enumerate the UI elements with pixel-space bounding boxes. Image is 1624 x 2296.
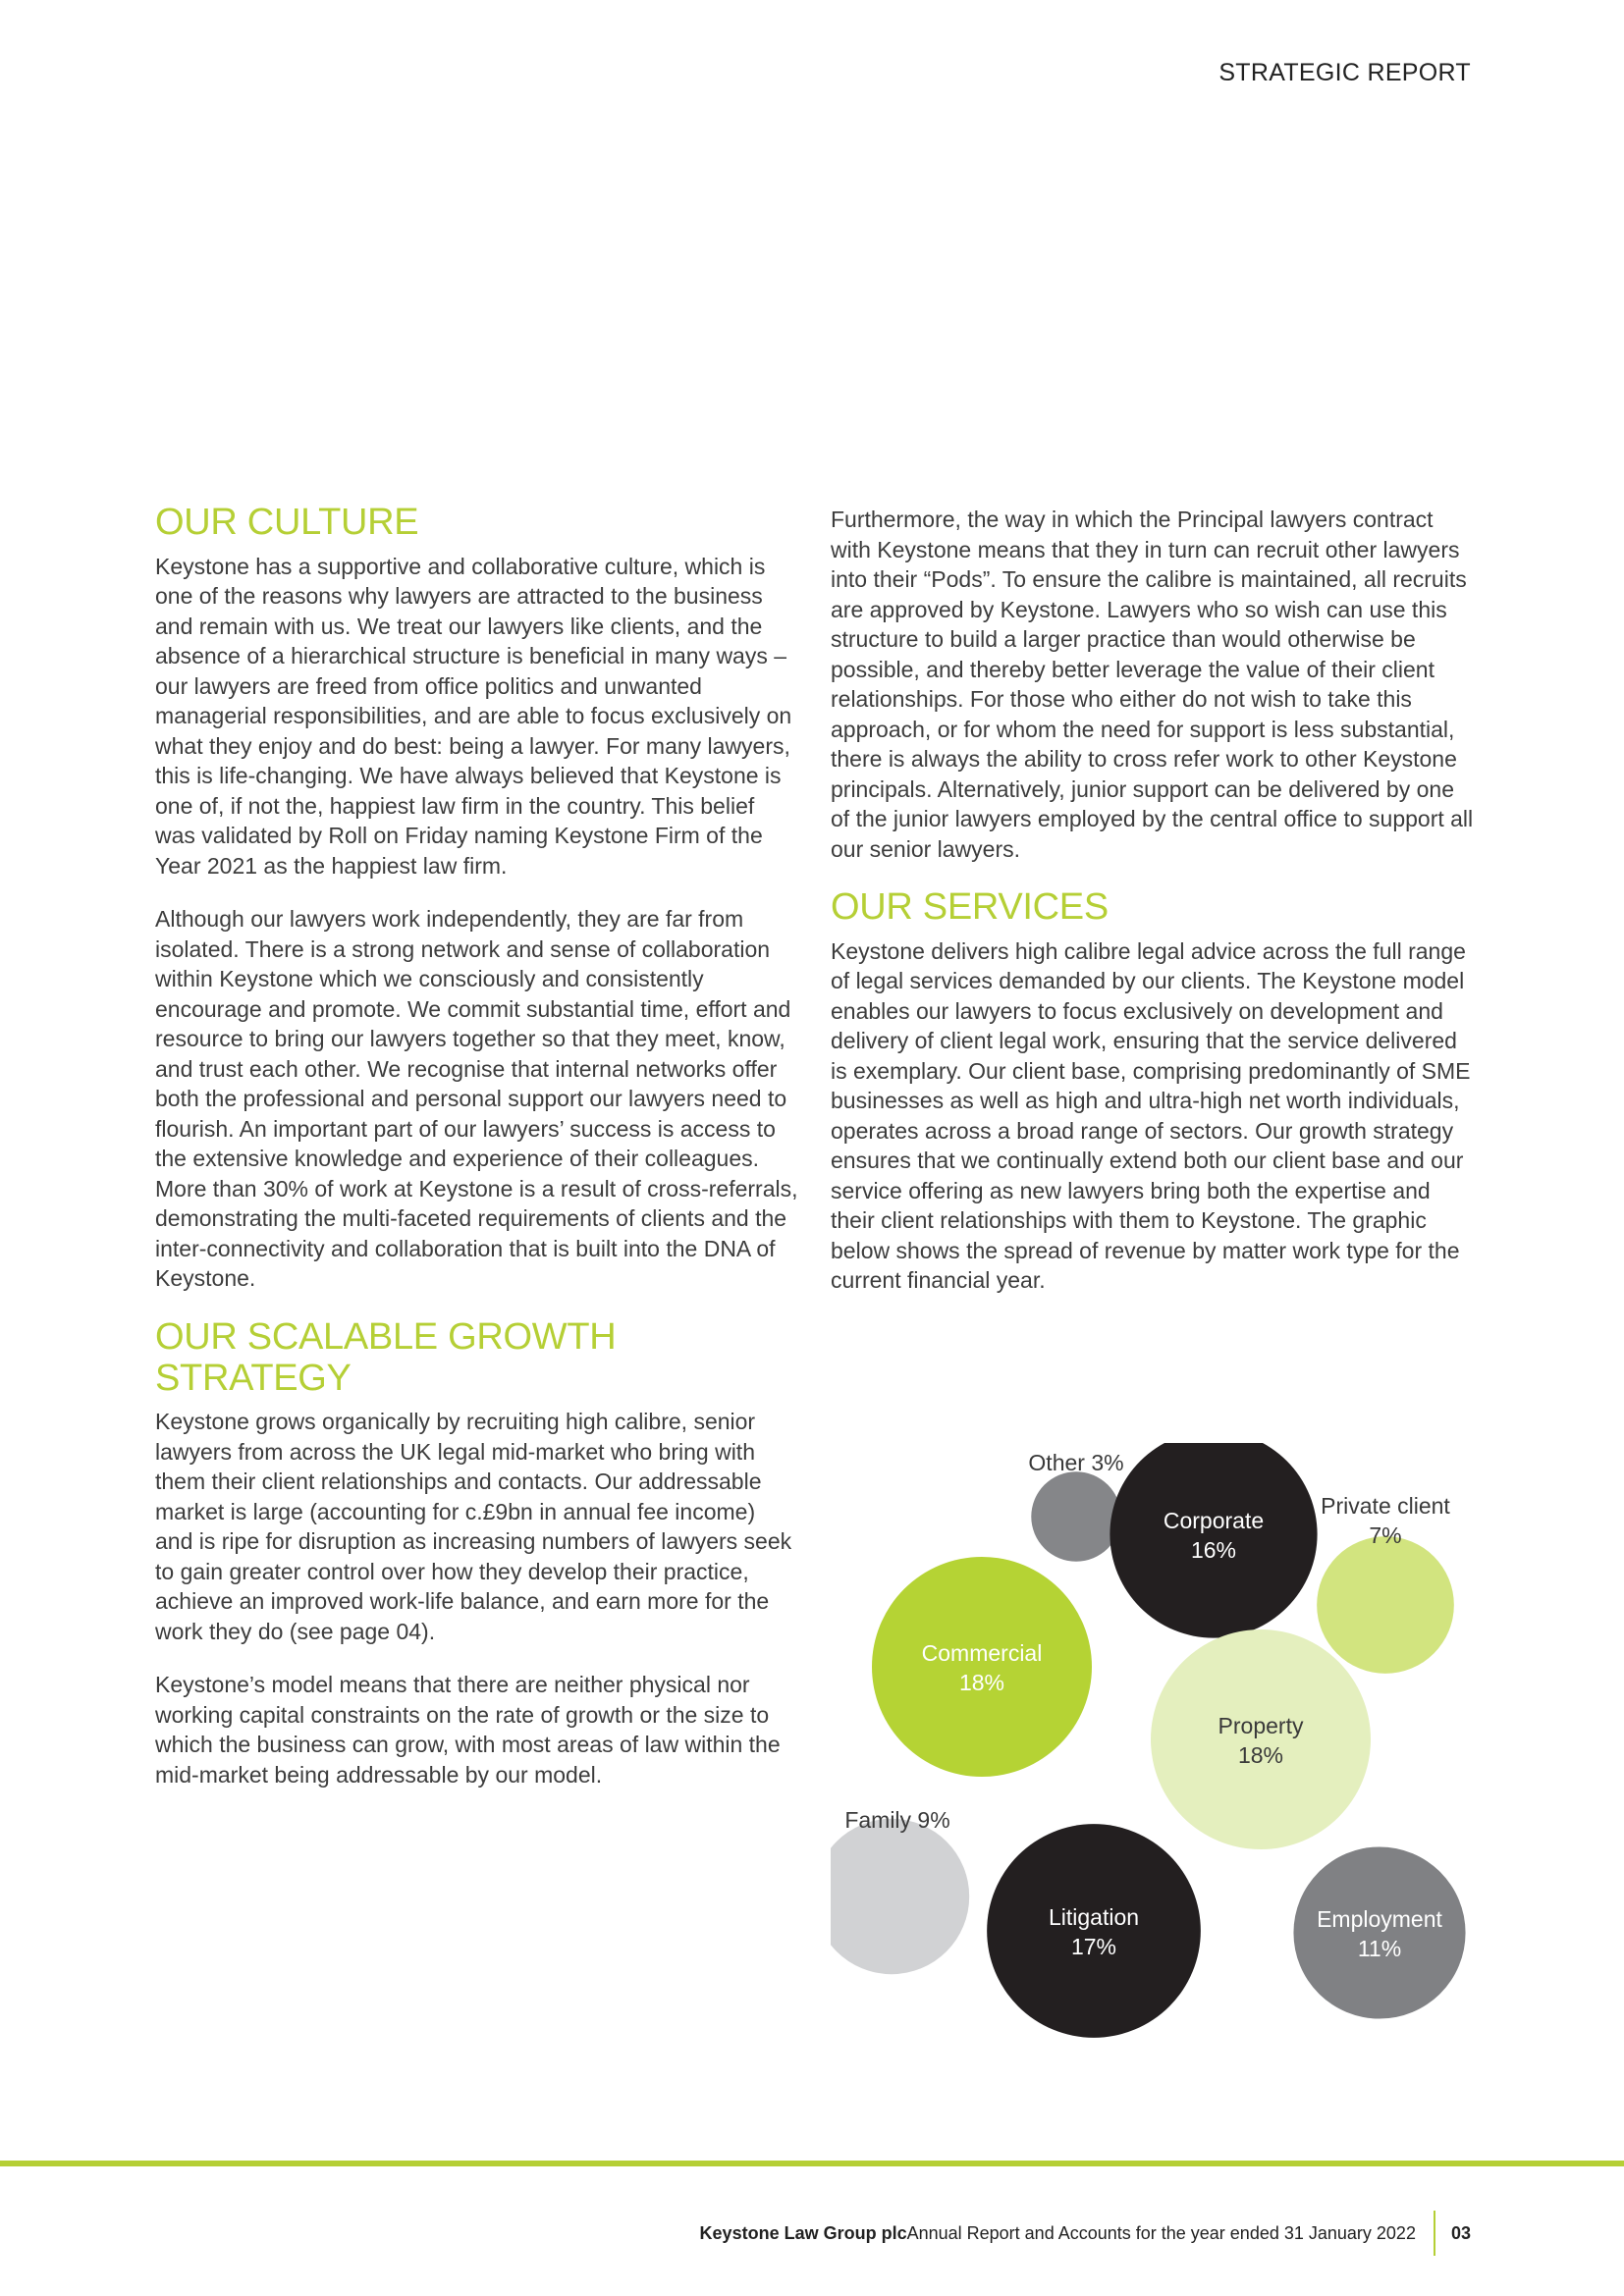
bubble-family — [831, 1819, 969, 1974]
bubble-label-private-client: Private client 7% — [1321, 1493, 1450, 1548]
footer-rule — [0, 2161, 1624, 2166]
services-paragraph: Keystone delivers high calibre legal advice across the full range of legal services demanded by our clients. The Keystone model enables our lawyers to focus exclusively on development and delivery of client legal work, ensuring that the service delivered is exemplary. Our client base, comprising predominantly of SME businesses as well as high and ultra-high net worth individuals, operates across a broad range of sectors. Our growth strategy ensures that we continually extend both our client base and our service offering as new lawyers bring both the expertise and their client relationships with them to Keystone. The graphic below shows the spread of revenue by matter work type for the current financial year. — [831, 937, 1471, 1294]
growth-paragraph-1: Keystone grows organically by recruiting high calibre, senior lawyers from across the UK legal mid-market who bring with them their client relationships and contacts. Our addressable market is large (accounting for c.£9bn in annual fee income) and is ripe for disruption as increasing numbers of lawyers seek to gain greater control over how they develop their practice, achieve an improved work-life balance, and earn more for the work they do (see page 04). — [155, 1409, 792, 1644]
footer-document-subtitle: Annual Report and Accounts for the year ended 31 January 2022 — [906, 2222, 1416, 2243]
culture-paragraph-1: Keystone has a supportive and collaborative culture, which is one of the reasons why lawyers are attracted to the business and remain with us. We treat our lawyers like clients, and the absence of a hierarchical structure is beneficial in many ways – our lawyers are freed from office politics and unwanted managerial responsibilities, and are able to focus exclusively on what they enjoy and do best: being a lawyer. For many lawyers, this is life-changing. We have always believed that Keystone is one of, if not the, happiest law firm in the country. This belief was validated by Roll on Friday naming Keystone Firm of the Year 2021 as the happiest law firm. — [155, 553, 792, 879]
bubble-label-litigation: Litigation 17% — [1048, 1904, 1140, 1959]
growth-section — [155, 1317, 798, 1790]
culture-continued-section — [831, 505, 1474, 864]
revenue-bubble-chart — [831, 1443, 1498, 2071]
right-column — [831, 505, 1474, 1319]
footer-document-title: Keystone Law Group plc — [699, 2222, 907, 2243]
growth-heading: OUR SCALABLE GROWTH STRATEGY — [155, 1315, 617, 1399]
services-heading: OUR SERVICES — [831, 886, 1109, 928]
growth-paragraph-2: Keystone’s model means that there are neither physical nor working capital constraints on the rate of growth or the size to which the business can grow, with most areas of law within the mid-market being addressable by our model. — [155, 1672, 781, 1788]
bubble-commercial — [872, 1557, 1092, 1777]
bubble-label-commercial: Commercial 18% — [921, 1640, 1043, 1695]
culture-paragraph-2: Although our lawyers work independently, they are far from isolated. There is a strong network and sense of collaboration within Keystone which we consciously and consistently encourage and promote. We commit substantial time, effort and resource to bring our lawyers together so that they meet, know, and trust each other. We recognise that internal networks offer both the professional and personal support our lawyers need to flourish. An important part of our lawyers’ success is access to the extensive knowledge and experience of their colleagues. More than 30% of work at Keystone is a result of cross-referrals, demonstrating the multi-faceted requirements of clients and the inter-connectivity and collaboration that is built into the DNA of Keystone. — [155, 906, 798, 1292]
bubble-label-corporate: Corporate 16% — [1163, 1508, 1265, 1563]
bubble-label-family: Family 9% — [844, 1807, 950, 1833]
bubble-other — [1031, 1471, 1120, 1561]
bubble-label-property: Property 18% — [1218, 1713, 1304, 1768]
culture-continued-paragraph: Furthermore, the way in which the Principal lawyers contract with Keystone means that they in turn can recruit other lawyers into their “Pods”. To ensure the calibre is maintained, all recruits are approved by Keystone. Lawyers who so wish can use this structure to build a larger practice than would otherwise be possible, and thereby better leverage the value of their client relationships. For those who either do not wish to take this approach, or for whom the need for support is less substantial, there is always the ability to cross refer work to other Keystone principals. Alternatively, junior support can be delivered by one of the junior lawyers employed by the central office to support all our senior lawyers. — [831, 507, 1474, 862]
bubble-label-other: Other 3% — [1028, 1450, 1124, 1475]
bubble-employment — [1293, 1846, 1465, 2018]
bubble-private-client — [1317, 1536, 1454, 1674]
left-column — [155, 503, 798, 1813]
culture-section — [155, 503, 798, 1294]
bubble-label-employment: Employment 11% — [1317, 1906, 1442, 1961]
bubble-property — [1151, 1629, 1371, 1849]
culture-heading: OUR CULTURE — [155, 502, 419, 543]
section-label: STRATEGIC REPORT — [1218, 59, 1471, 86]
footer — [700, 2211, 1471, 2256]
page-number: 03 — [1450, 2222, 1471, 2243]
services-section — [831, 887, 1474, 1296]
bubble-litigation — [987, 1824, 1201, 2038]
footer-divider — [1434, 2211, 1435, 2256]
